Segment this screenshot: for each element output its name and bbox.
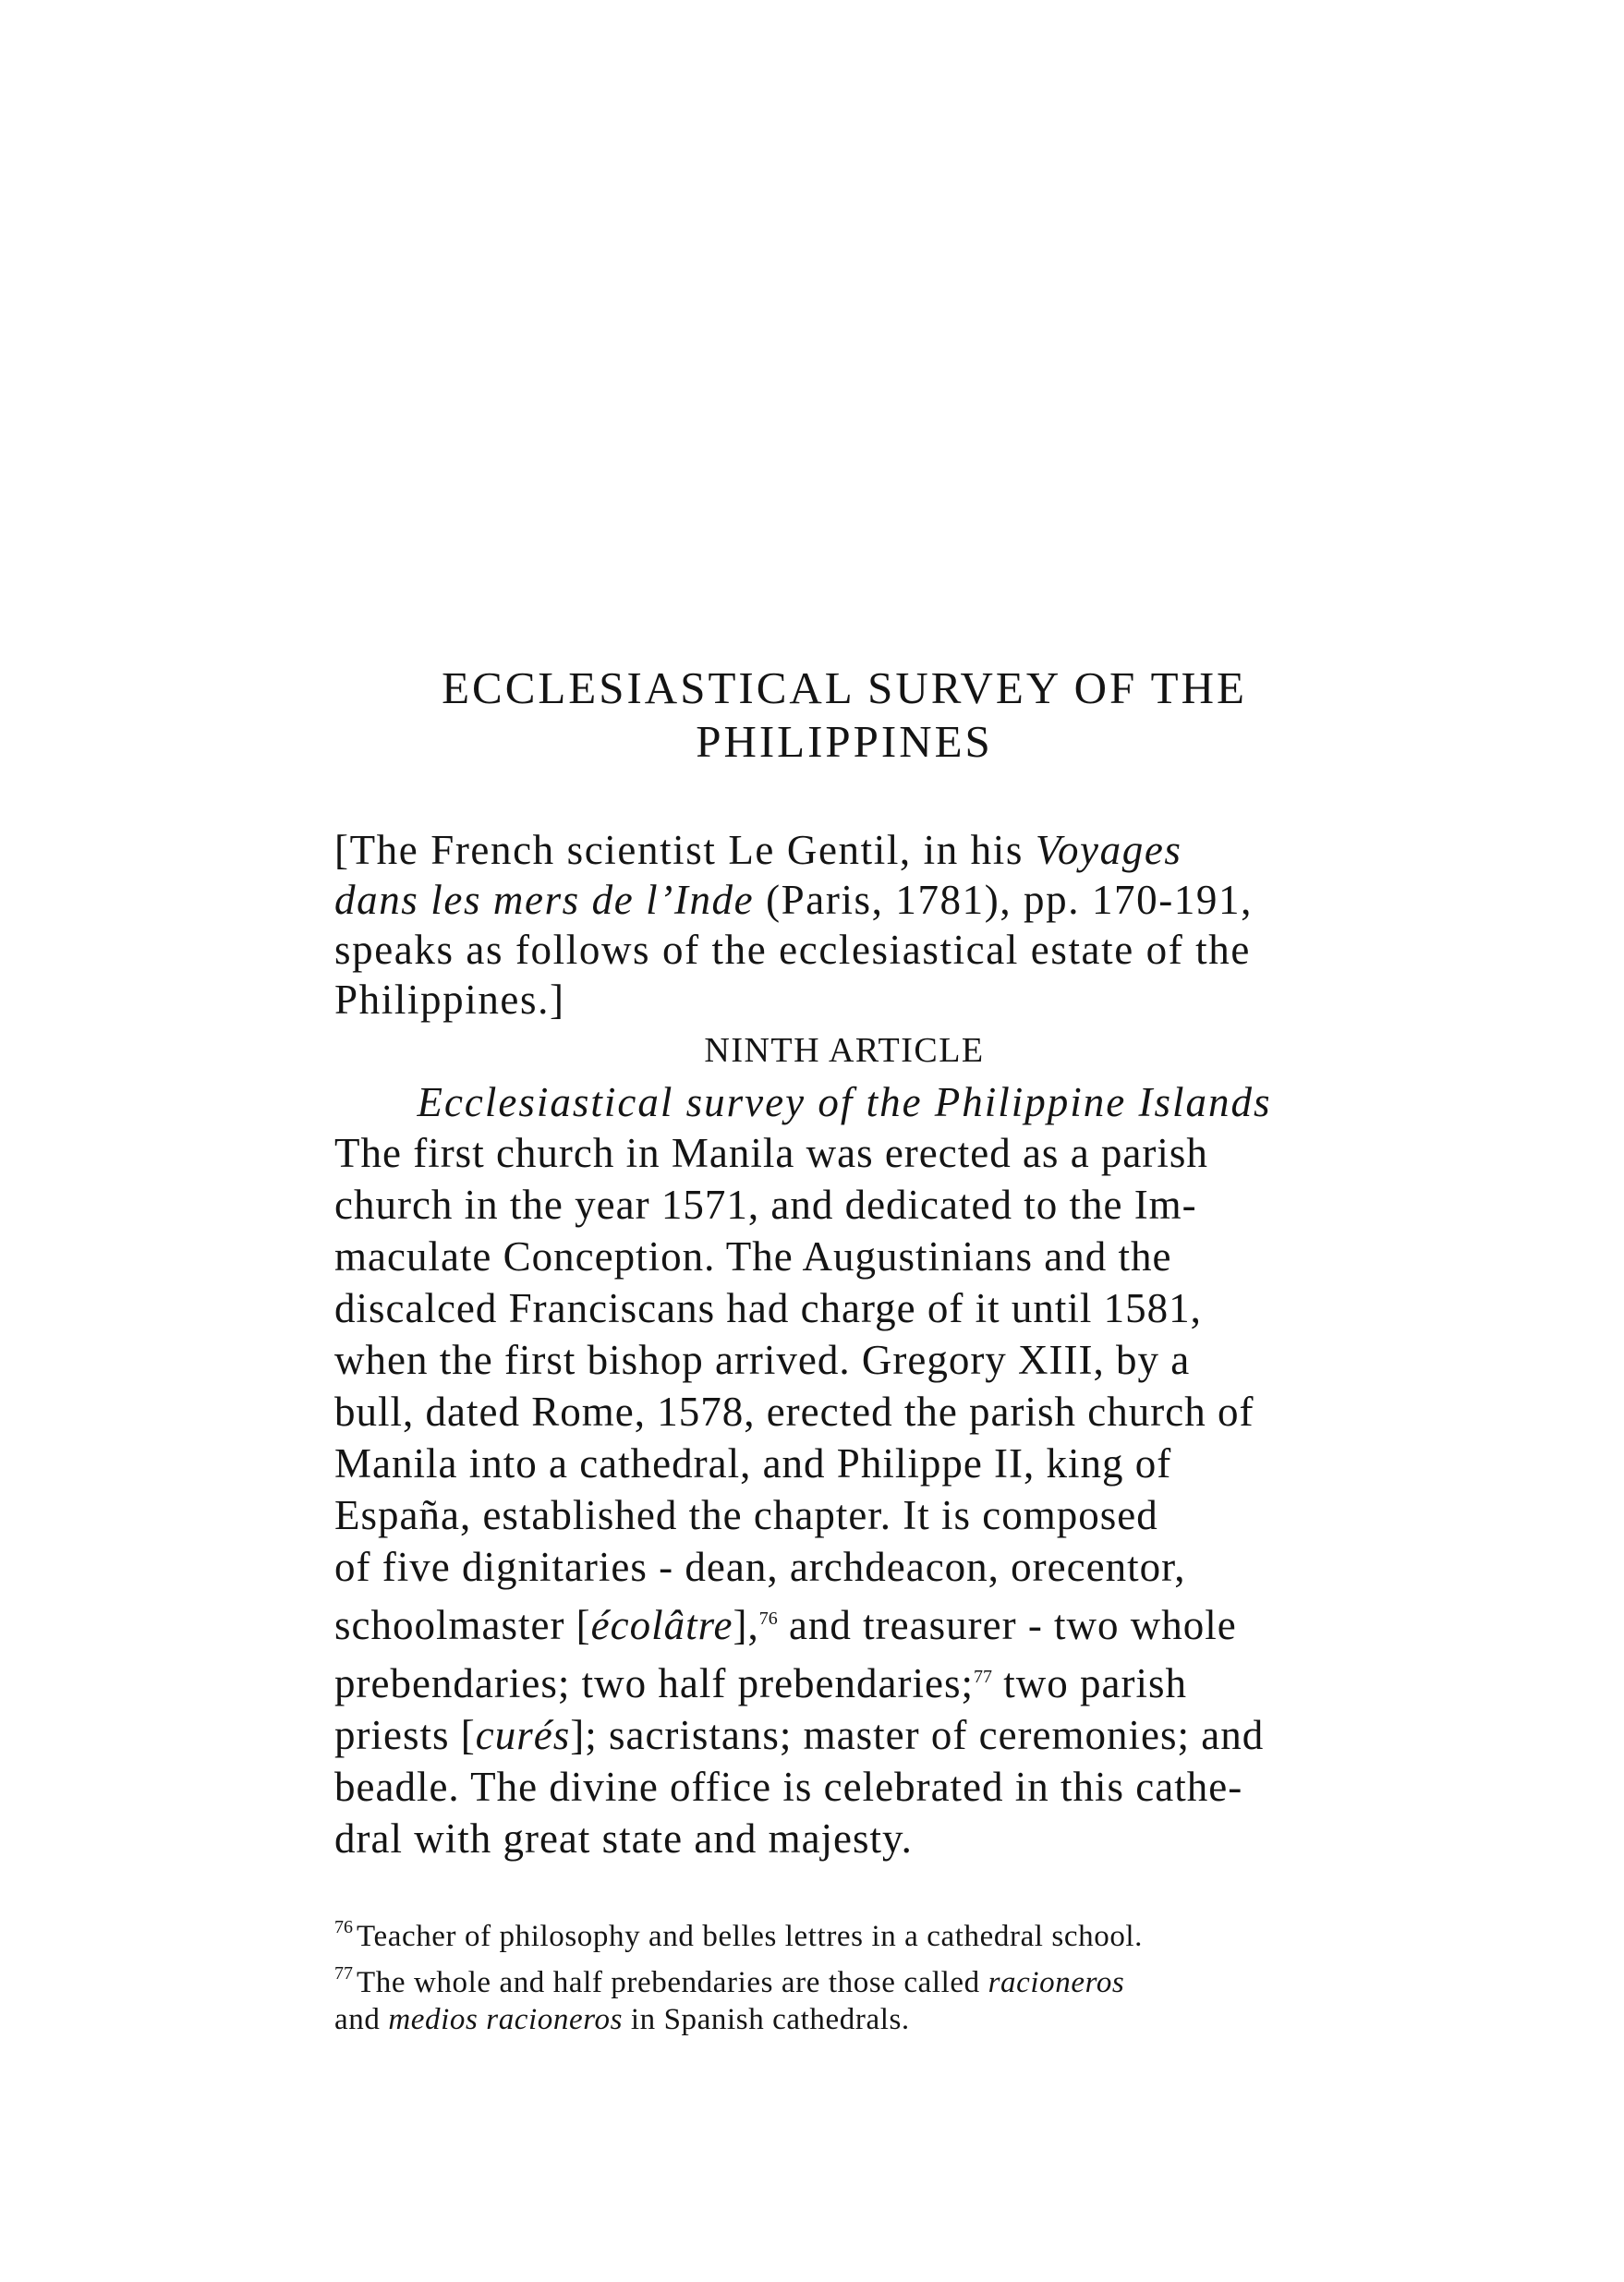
body-line: discalced Franciscans had charge of it until 1581, <box>334 1285 1202 1331</box>
footnotes <box>334 1909 1354 2038</box>
intro-line-4: Philippines.] <box>334 977 565 1023</box>
body-line: church in the year 1571, and dedicated to the Im- <box>334 1182 1197 1228</box>
footnote-77 <box>334 1955 1354 2001</box>
chapter-title <box>334 662 1354 769</box>
footnote-text: and <box>334 2003 389 2036</box>
body-text-segment: and treasurer - two whole <box>777 1602 1237 1648</box>
chapter-title-line-1: ECCLESIASTICAL SURVEY OF THE <box>442 662 1247 713</box>
body-text-segment: prebendaries; two half prebendaries; <box>334 1660 974 1706</box>
body-italic-term: curés <box>475 1712 571 1758</box>
footnote-italic-term: medios racioneros <box>388 2003 624 2036</box>
footnote-77-continued <box>334 2001 1354 2038</box>
intro-line-3: speaks as follows of the ecclesiastical estate of the <box>334 927 1251 973</box>
chapter-title-line-2: PHILIPPINES <box>696 716 993 767</box>
intro-italic-title: Voyages <box>1035 827 1182 873</box>
article-subtitle: Ecclesiastical survey of the Philippine Islands <box>417 1079 1272 1125</box>
intro-citation: (Paris, 1781), pp. 170-191, <box>754 877 1253 923</box>
body-text-segment: schoolmaster [ <box>334 1602 591 1648</box>
footnote-76 <box>334 1909 1354 1955</box>
article-body <box>334 1127 1354 1864</box>
body-line: bull, dated Rome, 1578, erected the parish church of <box>334 1389 1254 1435</box>
intro-line-2 <box>334 875 1354 925</box>
article-heading: NINTH ARTICLE <box>704 1031 985 1070</box>
editorial-introduction <box>334 825 1354 1025</box>
body-line-with-footnote-77 <box>334 1651 1354 1709</box>
body-line: of five dignitaries - dean, archdeacon, orecentor, <box>334 1544 1186 1590</box>
body-text-segment: ]; sacristans; master of ceremonies; and <box>570 1712 1265 1758</box>
footnote-reference-76[interactable]: 76 <box>758 1608 778 1629</box>
footnote-text: in Spanish cathedrals. <box>623 2003 910 2036</box>
body-line: beadle. The divine office is celebrated in this cathe- <box>334 1764 1243 1810</box>
footnote-reference-77[interactable]: 77 <box>973 1667 992 1687</box>
footnote-number: 76 <box>334 1917 353 1937</box>
body-line: maculate Conception. The Augustinians and the <box>334 1233 1172 1280</box>
body-line-with-footnote-76 <box>334 1593 1354 1651</box>
body-text-segment: two parish <box>991 1660 1187 1706</box>
body-text-segment: ], <box>733 1602 759 1648</box>
body-line: Manila into a cathedral, and Philippe II, king of <box>334 1440 1172 1487</box>
intro-italic-title-cont: dans les mers de l’Inde <box>334 877 755 923</box>
body-line: The first church in Manila was erected as a parish <box>334 1130 1208 1176</box>
footnote-number: 77 <box>334 1963 353 1984</box>
body-line <box>334 1709 1354 1761</box>
footnote-text: The whole and half prebendaries are those called <box>357 1966 988 1999</box>
body-line: when the first bishop arrived. Gregory XIII, by a <box>334 1337 1191 1383</box>
body-line: dral with great state and majesty. <box>334 1815 913 1862</box>
body-line: España, established the chapter. It is composed <box>334 1492 1158 1538</box>
footnote-text: Teacher of philosophy and belles lettres in a cathedral school. <box>357 1920 1144 1953</box>
footnote-italic-term: racioneros <box>988 1966 1125 1999</box>
intro-line-1 <box>334 825 1354 875</box>
body-italic-term: écolâtre <box>590 1602 733 1648</box>
intro-text: [The French scientist Le Gentil, in his <box>334 827 1036 873</box>
body-text-segment: priests [ <box>334 1712 476 1758</box>
